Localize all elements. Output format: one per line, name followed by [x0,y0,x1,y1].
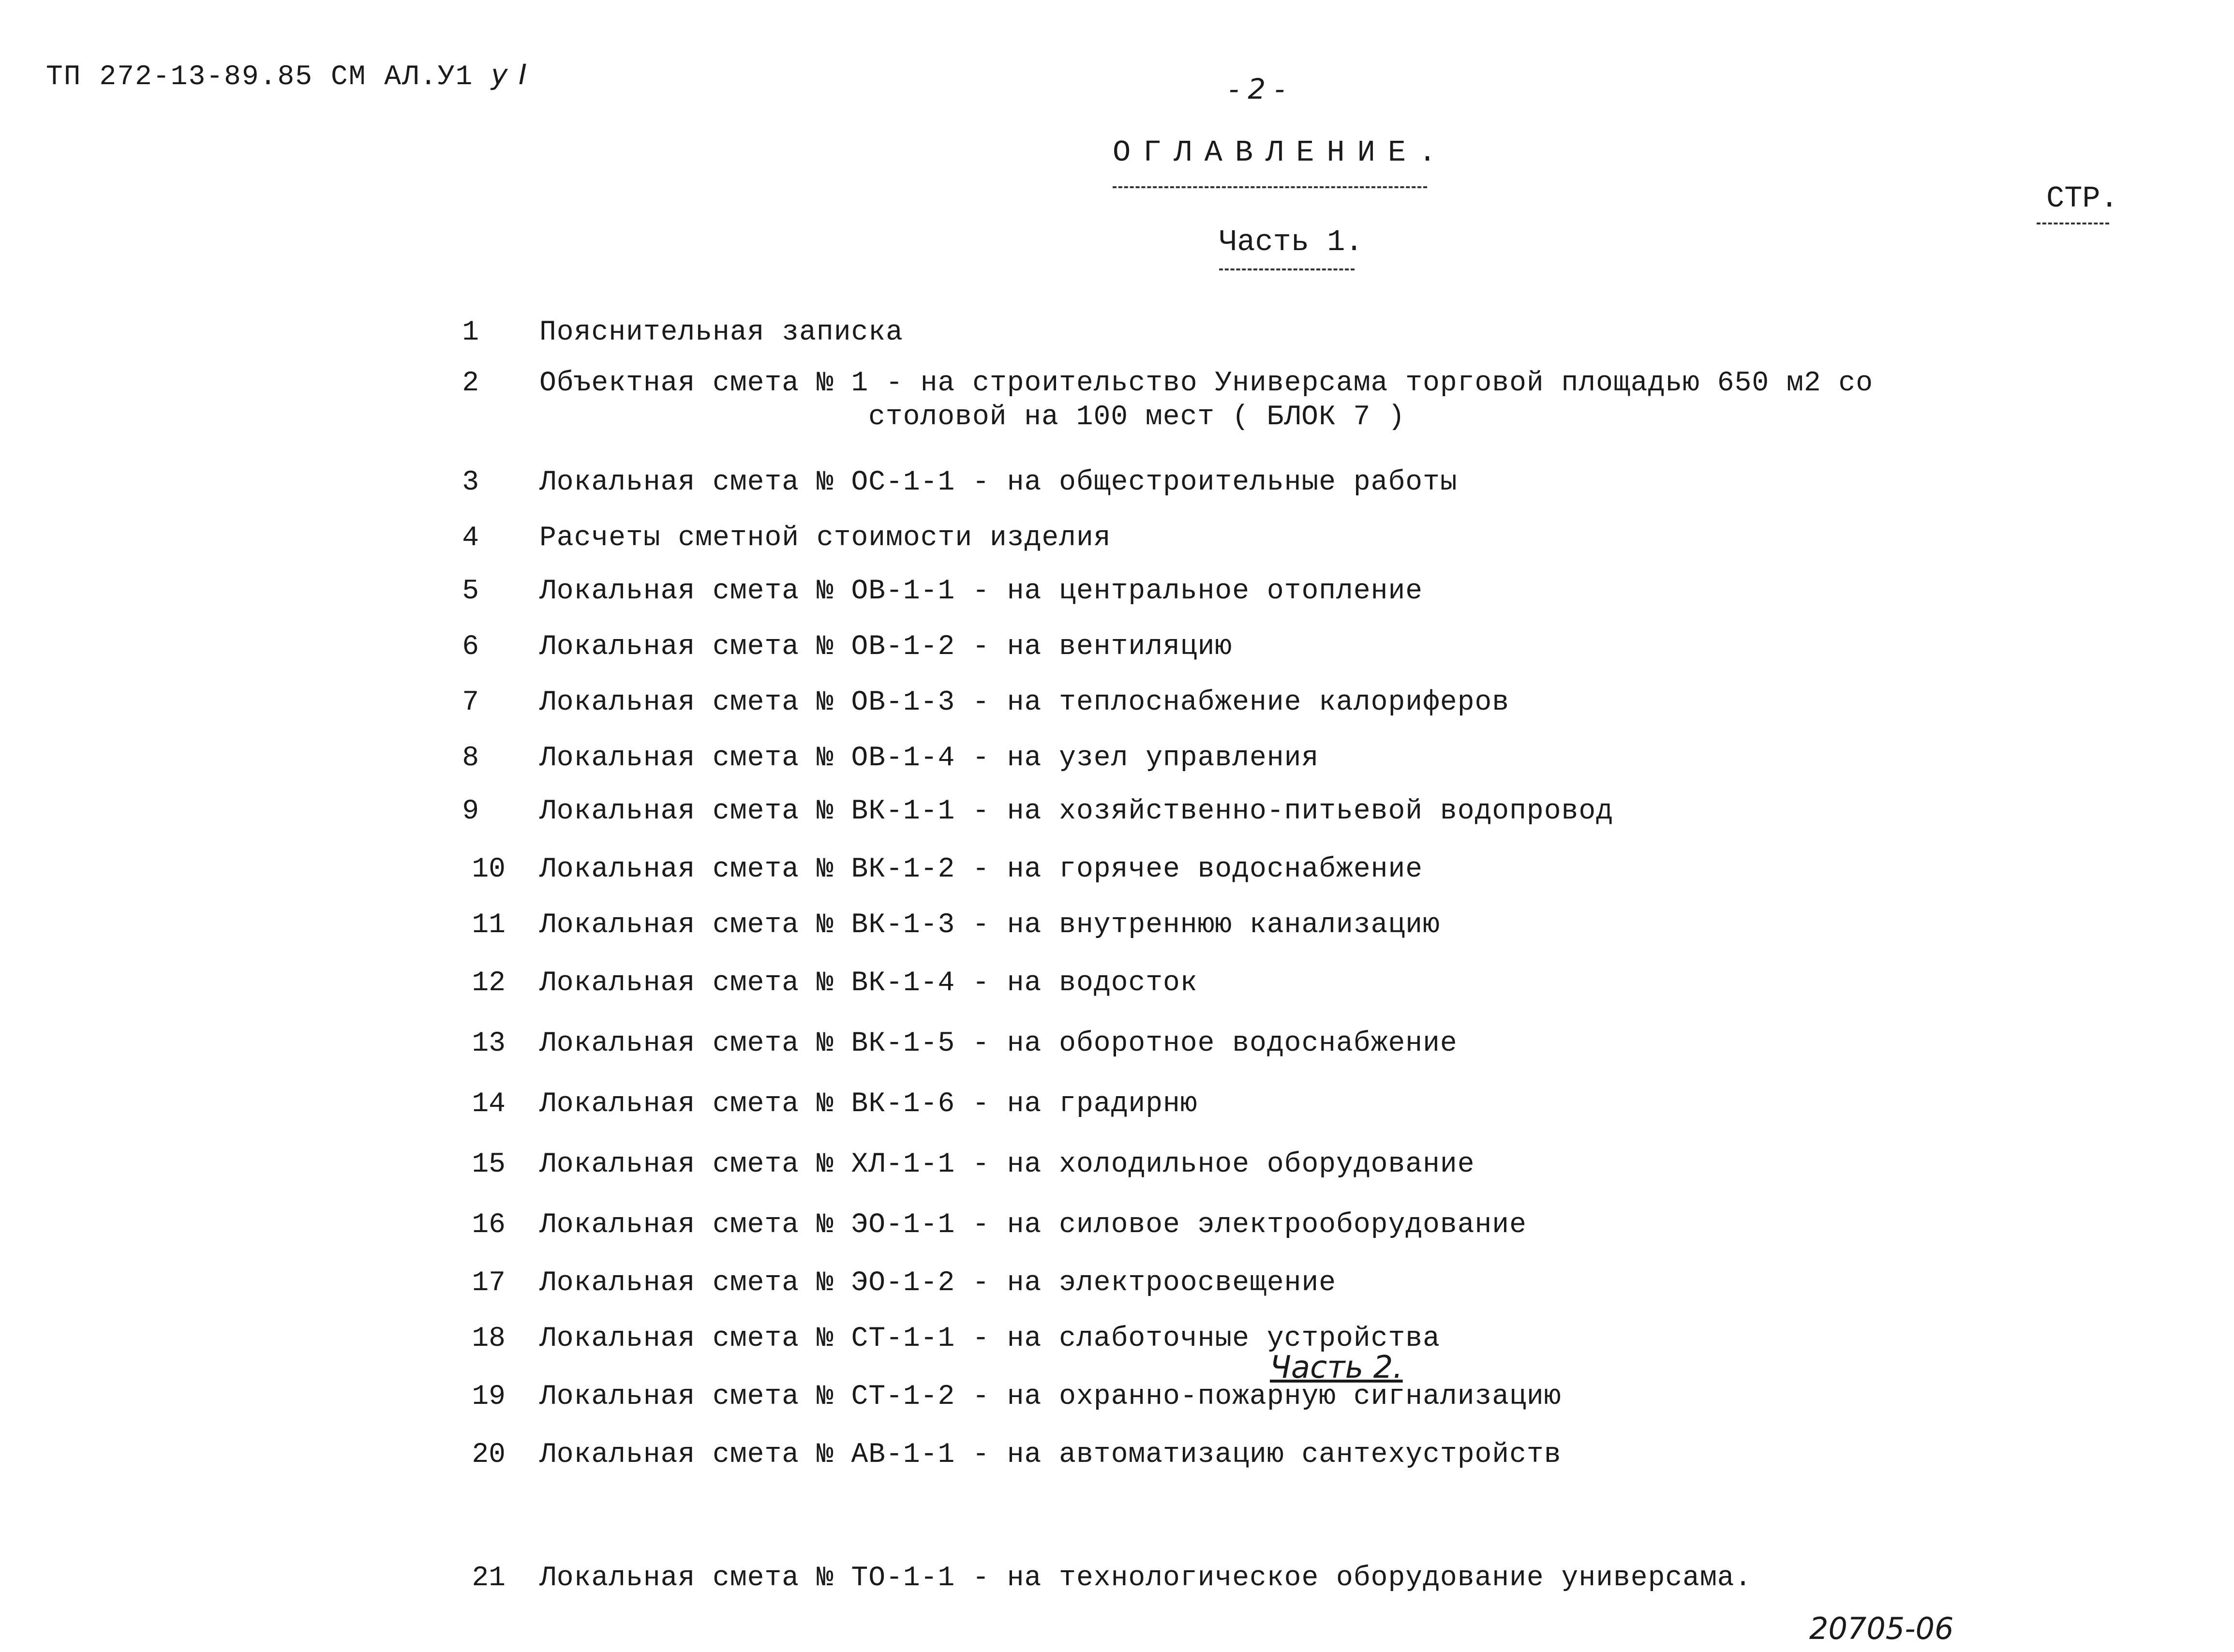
toc-item-number: 14 [472,1088,506,1120]
toc-item-number: 20 [472,1439,506,1471]
toc-item-text: Локальная смета № ОВ-1-3 - на теплоснабжение калориферов [539,687,1510,718]
toc-item-text: Объектная смета № 1 - на строительство Универсама торговой площадью 650 м2 со [539,368,1874,399]
toc-item-number: 12 [472,967,506,999]
toc-item-number: 3 [462,467,479,498]
part2-heading: Часть 2. [1270,1350,1403,1385]
toc-item-number: 11 [472,909,506,941]
page-column-underline [2037,223,2109,224]
toc-item-number: 10 [472,854,506,885]
toc-item-text: Локальная смета № ОВ-1-4 - на узел управления [539,743,1319,774]
toc-item-text: Локальная смета № ВК-1-3 - на внутреннюю канализацию [539,909,1440,941]
page-title: ОГЛАВЛЕНИЕ. [1113,135,1449,170]
toc-item-text: Расчеты сметной стоимости изделия [539,522,1111,554]
toc-item-number: 21 [472,1563,506,1594]
toc-item-text: Локальная смета № ВК-1-1 - на хозяйственно-питьевой водопровод [539,796,1613,827]
page-column-label: СТР. [2046,181,2118,216]
toc-item-text: Локальная смета № ОВ-1-2 - на вентиляцию [539,631,1233,663]
toc-item-text: Локальная смета № ЭО-1-2 - на электроосвещение [539,1267,1337,1299]
toc-item-number: 4 [462,522,479,554]
page-number: - 2 - [1229,73,1285,105]
toc-item-number: 9 [462,796,479,827]
document-code [46,58,528,93]
toc-item-number: 8 [462,743,479,774]
part1-underline [1219,268,1355,270]
toc-item-number: 6 [462,631,479,663]
document-code-text: ТП 272-13-89.85 СМ АЛ.У1 [46,61,491,93]
document-stamp: 20705-06 [1809,1611,1954,1646]
document-code-handwritten-mark: у I [491,58,528,91]
toc-item-number: 2 [462,368,479,399]
title-underline [1113,186,1427,188]
toc-item-text: Локальная смета № ВК-1-2 - на горячее водоснабжение [539,854,1423,885]
toc-item-text: Локальная смета № АВ-1-1 - на автоматизацию сантехустройств [539,1439,1562,1471]
toc-item-text: Локальная смета № СТ-1-1 - на слаботочные устройства [539,1323,1440,1354]
toc-item-text: Локальная смета № СТ-1-2 - на охранно-пожарную сигнализацию [539,1381,1562,1413]
toc-item-number: 7 [462,687,479,718]
toc-item-text: Локальная смета № ЭО-1-1 - на силовое электрооборудование [539,1209,1527,1241]
toc-item-number: 5 [462,576,479,607]
toc-item-text-continued: столовой на 100 мест ( БЛОК 7 ) [868,402,1405,433]
toc-item-text: Локальная смета № ВК-1-4 - на водосток [539,967,1198,999]
toc-item-number: 19 [472,1381,506,1413]
toc-item-number: 16 [472,1209,506,1241]
toc-item-number: 15 [472,1149,506,1180]
toc-item-text: Локальная смета № ВК-1-5 - на оборотное водоснабжение [539,1028,1458,1059]
toc-item-number: 1 [462,317,479,348]
toc-item-number: 17 [472,1267,506,1299]
toc-item-number: 18 [472,1323,506,1354]
part1-heading: Часть 1. [1219,225,1363,259]
toc-item-text: Локальная смета № ТО-1-1 - на технологическое оборудование универсама. [539,1563,1752,1594]
toc-item-text: Локальная смета № ОС-1-1 - на общестроительные работы [539,467,1458,498]
toc-item-text: Локальная смета № ОВ-1-1 - на центральное отопление [539,576,1423,607]
toc-item-text: Локальная смета № ХЛ-1-1 - на холодильное оборудование [539,1149,1475,1180]
toc-item-text: Пояснительная записка [539,317,903,348]
toc-item-text: Локальная смета № ВК-1-6 - на градирню [539,1088,1198,1120]
toc-item-number: 13 [472,1028,506,1059]
